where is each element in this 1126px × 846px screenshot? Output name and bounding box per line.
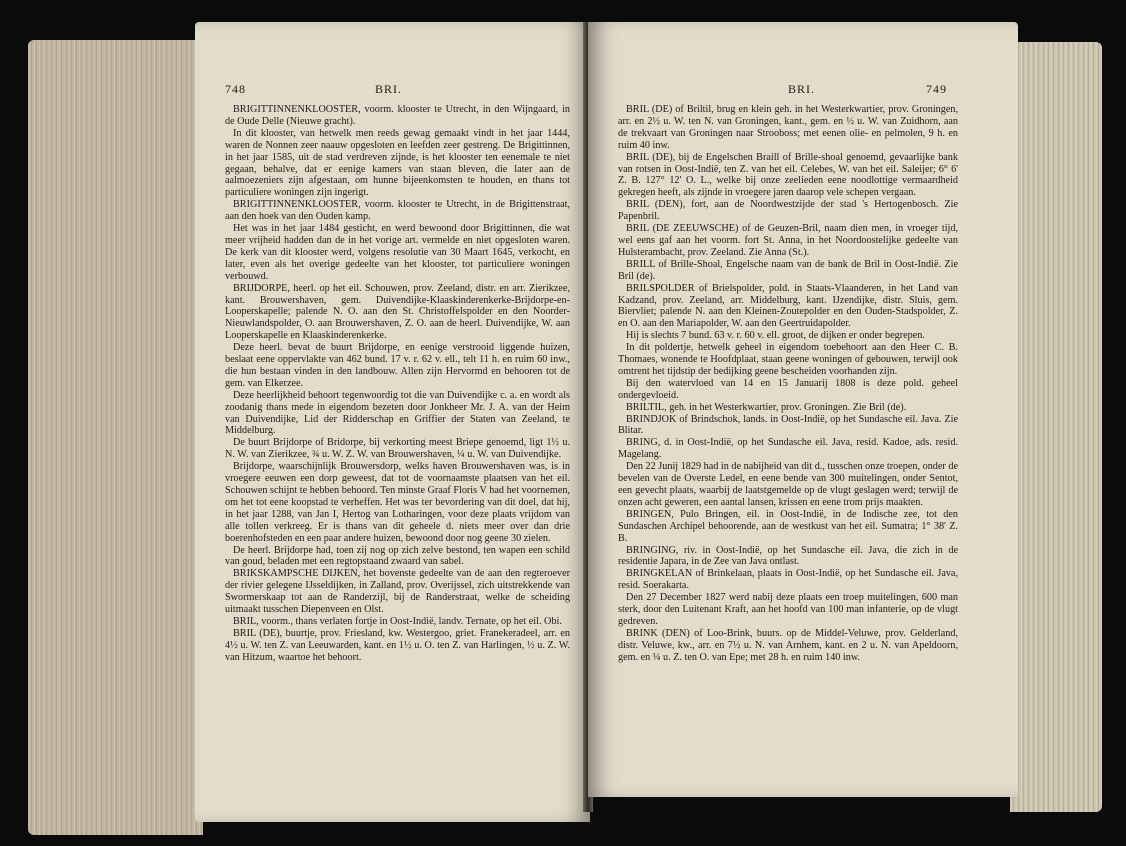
entry-paragraph: Deze heerlijkheid behoort tegenwoordig tot die van Duivendijke c. a. en wordt als zoodanig thans mede in eigendom bezeten door Jonkheer Mr. J. A. van der Heim van Duivendijke, Lid der Ridderschap en Griffier der Staten van Zeeland, te Middelburg. [225, 389, 570, 437]
entry-paragraph: BRING, d. in Oost-Indië, op het Sundasche eil. Java, resid. Kadoe, ads. resid. Magelang. [618, 437, 958, 461]
page-number: 749 [926, 82, 947, 96]
running-head: BRI. [375, 82, 403, 96]
entry-paragraph: BRIGITTINNENKLOOSTER, voorm. klooster te Utrecht, in de Brigittenstraat, aan den hoek van den Ouden kamp. [225, 199, 570, 223]
entry-paragraph: Deze heerl. bevat de buurt Brijdorpe, en eenige verstrooid liggende huizen, beslaat eene oppervlakte van 462 bund. 17 v. r. 62 v. ell., telt 11 h. en ruim 60 inw., die hun bestaan vinden in den landbouw. Allen zijn Hervormd en behooren tot de gem. van Elkerzee. [225, 342, 570, 389]
entry-paragraph: BRIKSKAMPSCHE DIJKEN, het bovenste gedeelte van de aan den regteroever der rivier gelegene IJsseldijken, in Zalland, prov. Overijssel, zich uitstrekkende van Swormerskaap tot aan de Randerzijl, bij de Randerstraat, welke de scheiding uitmaakt tusschen Diepenveen en Olst. [225, 568, 570, 616]
running-head: BRI. [788, 82, 816, 96]
entry-paragraph: BRILSPOLDER of Brielspolder, pold. in Staats-Vlaanderen, in het Land van Kadzand, prov. Zeeland, arr. Middelburg, kant. IJzendijke, distr. Sluis, gem. Biervliet; palende N. aan den Kleinen-Zoutepolder en den Ouden-Stadspolder, Z. en O. aan den Mariapolder, W. aan den Geertruidapolder. [618, 282, 958, 330]
entry-paragraph: BRILTIL, geh. in het Westerkwartier, prov. Groningen. Zie Bril (de). [626, 401, 907, 413]
page-edges-right [1010, 42, 1102, 812]
entry-paragraph: Den 27 December 1827 werd nabij deze plaats een troep muitelingen, 600 man sterk, door den Luitenant Kraft, aan het hoofd van 100 man infanterie, op de vlugt gedreven. [618, 592, 958, 627]
entry-paragraph: BRIGITTINNENKLOOSTER, voorm. klooster te Utrecht, in den Wijngaard, in de Oude Delle (Nieuwe gracht). [225, 104, 570, 127]
entry-paragraph: BRINK (DEN) of Loo-Brink, buurs. op de Middel-Veluwe, prov. Gelderland, distr. Veluwe, kw., arr. en 7½ u. N. van Arnhem, kant. en 2 u. N. van Apeldoorn, gem. en ¼ u. Z. ten O. van Epe; met 28 h. en ruim 140 inw. [618, 627, 958, 663]
entry-paragraph: BRIL (DE), bij de Engelschen Braill of Brille-shoal genoemd, gevaarlijke bank van rotsen in Oost-Indië, ten Z. van het eil. Celebes, W. van het eil. Saleijer; 6° 6' Z. B. 127° 12' O. L., welke bij onze zeelieden eene noodlottige vermaardheid gekregen heeft, als zijnde in vroegere jaren daarop vele schepen vergaan. [618, 151, 958, 199]
entry-paragraph: BRIL (DEN), fort, aan de Noordwestzijde der stad 's Hertogenbosch. Zie Papenbril. [618, 199, 958, 223]
entry-paragraph: BRIL (DE) of Briltil, brug en klein geh. in het Westerkwartier, prov. Groningen, arr. en 2½ u. W. ten N. van Groningen, kant., gem. en ½ u. W. van Zuidhorn, aan de trekvaart van Groningen naar Strooboss; met eenen olie- en pelmolen, 9 h. en ruim 40 inw. [618, 104, 958, 151]
text-column [618, 104, 958, 664]
page-number: 748 [225, 82, 246, 96]
entry-paragraph: BRINGEN, Pulo Bringen, eil. in Oost-Indië, in de Indische zee, tot den Sundaschen Archipel behoorende, aan de westkust van het eil. Sumatra; 1° 38' Z. B. [618, 508, 958, 544]
entry-paragraph: BRINGING, riv. in Oost-Indië, op het Sundasche eil. Java, die zich in de residentie Japara, in de Zee van Java ontlast. [618, 544, 958, 568]
entry-paragraph: In dit poldertje, hetwelk geheel in eigendom toebehoort aan den Heer C. B. Thomaes, wonende te Hoofdplaat, staan geene woningen of gebouwen, terwijl ook omtrent het tijdstip der bedijking geene bescheiden voorhanden zijn. [618, 342, 958, 377]
entry-paragraph: Het was in het jaar 1484 gesticht, en werd bewoond door Brigittinnen, die wat meer vrijheid hadden dan de in het vorige art. vermelde en niet opgesloten waren. De kerk van dit klooster werd, volgens resolutie van 30 Maart 1645, verkocht, en later, even als het overige gedeelte van het klooster, tot particuliere woningen verbouwd. [225, 223, 570, 282]
text-column [225, 104, 570, 664]
entry-paragraph: BRIL (DE), buurtje, prov. Friesland, kw. Westergoo, griet. Franekeradeel, arr. en 4½ u. W. ten Z. van Leeuwarden, kant. en 1½ u. O. ten Z. van Harlingen, ½ u. Z. W. van Hitzum, waartoe het behoort. [225, 627, 570, 663]
entry-paragraph: De buurt Brijdorpe of Bridorpe, bij verkorting meest Briepe genoemd, ligt 1½ u. N. W. van Zierikzee, ¾ u. W. Z. W. van Brouwershaven, ¼ u. W. van Duivendijke. [225, 437, 570, 461]
entry-paragraph: Bij den watervloed van 14 en 15 Januarij 1808 is deze pold. geheel ondergevloeid. [618, 377, 958, 401]
entry-paragraph: BRIL (DE ZEEUWSCHE) of de Geuzen-Bril, naam dien men, in vroeger tijd, wel eens gaf aan het voorm. fort St. Anna, in het Noordoostelijke gedeelte van Hulsterambacht, prov. Zeeland. Zie Anna (St.). [618, 223, 958, 258]
entry-paragraph: BRINDJOK of Brindschok, lands. in Oost-Indië, op het Sundasche eil. Java. Zie Blitar. [618, 413, 958, 437]
entry-paragraph: BRIL, voorm., thans verlaten fortje in Oost-Indië, landv. Ternate, op het eil. Obi. [233, 615, 562, 627]
entry-paragraph: BRINGKELAN of Brinkelaan, plaats in Oost-Indië, op het Sundasche eil. Java, resid. Soerakarta. [618, 568, 958, 592]
entry-paragraph: In dit klooster, van hetwelk men reeds gewag gemaakt vindt in het jaar 1444, waren de Nonnen zeer naauw opgesloten en leefden zeer gestreng. De Brigittinnen, in het jaar 1585, uit de stad verdreven zijnde, is het klooster ten eenemale te niet gegaan, behalve, dat er eenige kamers van staan bleven, die later aan de aalmoezeniers zijn afgestaan, om hunne bijeenkomsten te houden, en thans tot particuliere woningen zijn ingerigt. [225, 127, 570, 199]
left-page [195, 22, 590, 822]
entry-paragraph: Brijdorpe, waarschijnlijk Brouwersdorp, welks haven Brouwershaven was, is in vroegere eeuwen een dorp geweest, dat tot de voornaamste plaatsen van het eil. Schouwen schijnt te hebben behoord. Ten minste Graaf Floris V had het voornemen, om het tot eene koopstad te verheffen. Het was ter bevordering van dit doel, dat hij, in het jaar 1288, van Jan I, Hertog van Lotharingen, voor deze plaats vrijdom van alle tollen verkreeg. Er is thans van dit geheele d. niets meer over dan drie boerenhofsteden en een paar andere huizen, bewoond door nog geene 30 zielen. [225, 461, 570, 544]
entry-paragraph: De heerl. Brijdorpe had, toen zij nog op zich zelve bestond, ten wapen een schild van goud, beladen met een regtopstaand zwaard van sabel. [225, 544, 570, 568]
entry-paragraph: Hij is slechts 7 bund. 63 v. r. 60 v. ell. groot, de dijken er onder begrepen. [626, 330, 925, 342]
entry-paragraph: Den 22 Junij 1829 had in de nabijheid van dit d., tusschen onze troepen, onder de bevelen van de Overste Ledel, en eene bende van 300 muitelingen, onder Sentot, een gevecht plaats, waarbij de laatstgemelde op de vlugt geslagen werd; terwijl de onzen acht geweren, een aantal lansen, krissen en eene trom prijs maakten. [618, 461, 958, 508]
page-edges-left [28, 40, 203, 835]
entry-paragraph: BRILL of Brille-Shoal, Engelsche naam van de bank de Bril in Oost-Indië. Zie Bril (de). [618, 258, 958, 282]
entry-paragraph: BRIJDORPE, heerl. op het eil. Schouwen, prov. Zeeland, distr. en arr. Zierikzee, kant. Brouwershaven, gem. Duivendijke-Klaaskinderenkerke-Brijdorpe-en-Looperskapelle; palende N. O. aan den St. Christoffelspolder en den Noorder-Nieuwlandspolder, O. aan Brouwershaven, Z. O. aan de heerl. Duivendijke, W. aan Looperskapelle en Klaaskinderenkerke. [225, 282, 570, 342]
right-page [588, 22, 1018, 797]
